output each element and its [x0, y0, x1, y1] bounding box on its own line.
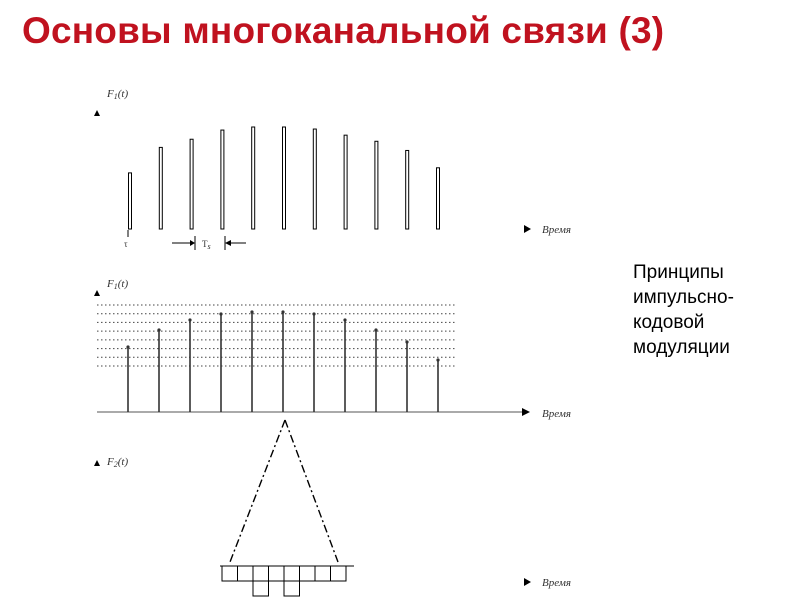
quantization-grid: [97, 305, 455, 366]
top-pulse: [190, 139, 193, 229]
top-panel: [94, 88, 571, 251]
top-pulse: [159, 147, 162, 229]
sample-point: [343, 318, 346, 321]
bottom-x-arrow: [524, 578, 531, 586]
page-title: Основы многоканальной связи (3): [22, 10, 665, 51]
caption-line-2: импульсно-: [633, 287, 734, 308]
caption-line-1: Принципы: [633, 262, 724, 283]
code-bit: [315, 566, 331, 581]
sample-point: [374, 328, 377, 331]
top-pulse: [129, 173, 132, 229]
top-x-label: Время: [542, 224, 571, 236]
middle-x-arrow: [522, 408, 530, 416]
caption-line-3: кодовой: [633, 312, 705, 333]
top-pulse: [252, 127, 255, 229]
top-y-arrow: [94, 110, 100, 116]
top-pulse: [406, 150, 409, 229]
sample-point: [405, 340, 408, 343]
bottom-x-label: Время: [542, 577, 571, 589]
code-bit: [253, 581, 269, 596]
code-bit: [269, 566, 285, 581]
tau-label: τ: [124, 239, 128, 249]
top-pulse: [375, 141, 378, 229]
bottom-y-label: F2(t): [107, 456, 129, 469]
sample-point: [157, 328, 160, 331]
top-pulse: [283, 127, 286, 229]
middle-y-label: F1(t): [107, 278, 129, 291]
period-label: Ts: [202, 239, 211, 251]
top-pulse: [437, 168, 440, 229]
period-marker: [172, 236, 246, 251]
code-bit: [300, 566, 316, 581]
top-pulse: [221, 130, 224, 229]
zoom-line-right: [285, 420, 338, 562]
sample-point: [281, 310, 284, 313]
code-bit: [238, 566, 254, 581]
code-bit: [222, 566, 238, 581]
top-pulses: [129, 127, 440, 229]
sample-point: [436, 358, 439, 361]
bottom-panel: [94, 420, 571, 596]
code-bit: [284, 581, 300, 596]
code-bit: [331, 566, 347, 581]
zoom-line-left: [230, 420, 285, 562]
code-word: [220, 566, 354, 596]
middle-samples: [126, 310, 439, 412]
top-x-arrow: [524, 225, 531, 233]
sample-point: [250, 310, 253, 313]
sample-point: [188, 318, 191, 321]
top-pulse: [313, 129, 316, 229]
sample-point: [219, 312, 222, 315]
sample-point: [126, 345, 129, 348]
middle-x-label: Время: [542, 408, 571, 420]
caption-line-4: модуляции: [633, 337, 730, 358]
sample-point: [312, 312, 315, 315]
bottom-y-arrow: [94, 460, 100, 466]
top-y-label: F1(t): [107, 88, 129, 101]
middle-y-arrow: [94, 290, 100, 296]
top-pulse: [344, 135, 347, 229]
middle-panel: [94, 278, 571, 420]
